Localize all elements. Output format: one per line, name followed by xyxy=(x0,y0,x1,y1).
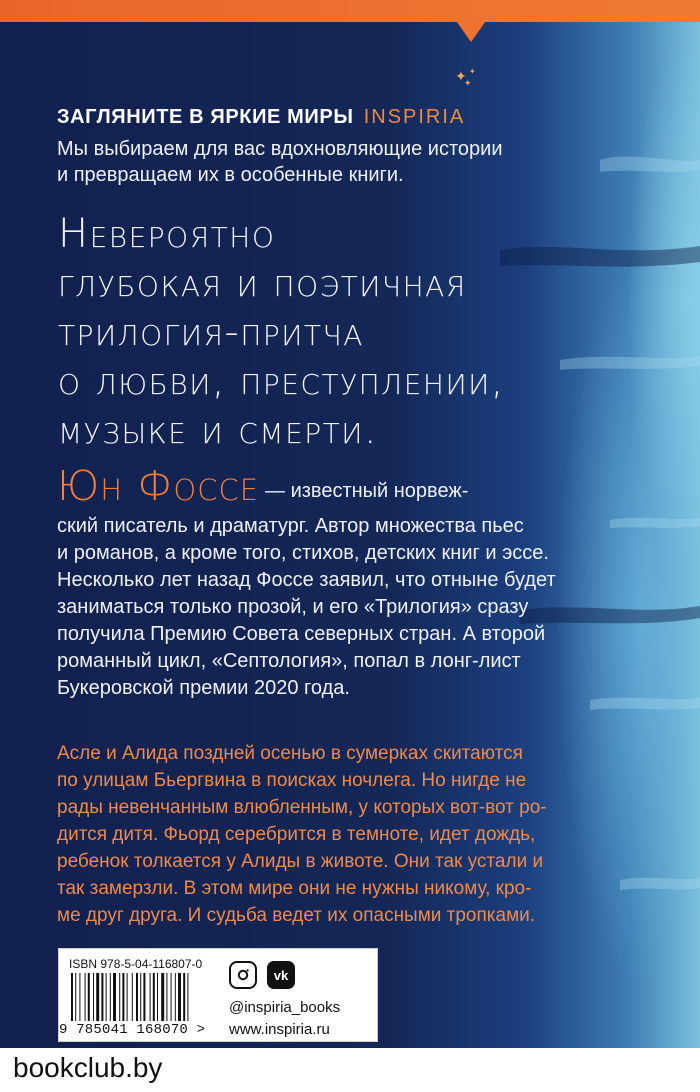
footer xyxy=(0,1048,700,1092)
bio-line: Несколько лет назад Фоссе заявил, что отныне будет xyxy=(57,569,556,591)
tagline-line: музыке и смерти. xyxy=(58,407,379,453)
vk-icon: vk xyxy=(267,961,295,989)
synopsis-line: ребенок толкается у Алиды в животе. Они так устали и xyxy=(57,851,544,872)
heading-text: ЗАГЛЯНИТЕ В ЯРКИЕ МИРЫ xyxy=(57,106,354,128)
sparkle-icon: ✦ xyxy=(469,67,476,76)
author-bio xyxy=(57,464,597,702)
barcode-digits: 9 785041 168070 > xyxy=(59,1022,206,1038)
bio-line xyxy=(57,464,597,513)
sparkle-icon: ✦ xyxy=(455,69,467,85)
intro-line: и превращаем их в особенные книги. xyxy=(57,164,404,186)
tagline-line: трилогия-притча xyxy=(58,309,364,355)
bio-line: ский писатель и драматург. Автор множества пьес xyxy=(57,515,524,537)
synopsis xyxy=(57,740,587,929)
tagline-line: глубокая и поэтичная xyxy=(58,260,467,306)
isbn-text: ISBN 978-5-04-116807-0 xyxy=(69,957,203,971)
intro-line: Мы выбираем для вас вдохновляющие истории xyxy=(57,138,503,160)
social-handle: @inspiria_books xyxy=(229,999,341,1016)
author-name: Юн Фоссе xyxy=(57,462,260,510)
synopsis-line: так замерзли. В этом мире они не нужны никому, кро- xyxy=(57,878,532,899)
tagline-line: Невероятно xyxy=(58,211,276,257)
bio-line-text: — известный норвеж- xyxy=(265,480,469,502)
barcode xyxy=(71,973,219,1023)
sparkle-icon: ✦ xyxy=(464,79,472,89)
synopsis-line: дится дитя. Фьорд серебрится в темноте, идет дождь, xyxy=(57,824,536,845)
synopsis-line: Асле и Алида поздней осенью в сумерках скитаются xyxy=(57,743,523,764)
bio-line: заниматься только прозой, и его «Трилогия» сразу xyxy=(57,596,529,618)
isbn-info-box xyxy=(58,948,378,1042)
brand-name: INSPIRIA xyxy=(363,106,466,128)
bio-line: романный цикл, «Септология», попал в лонг-лист xyxy=(57,650,521,672)
synopsis-line: рады невенчанным влюбленным, у которых вот-вот ро- xyxy=(57,797,547,818)
bio-line: Букеровской премии 2020 года. xyxy=(57,677,350,699)
instagram-icon xyxy=(229,961,257,989)
social-icons xyxy=(229,961,295,989)
heading xyxy=(57,106,517,129)
intro-text xyxy=(57,136,577,188)
tagline-line: о любви, преступлении, xyxy=(58,358,505,404)
bio-line: получила Премию Совета северных стран. А второй xyxy=(57,623,546,645)
website: www.inspiria.ru xyxy=(229,1021,330,1038)
bio-line: и романов, а кроме того, стихов, детских книг и эссе. xyxy=(57,542,549,564)
tagline xyxy=(58,210,618,455)
watermark-text: bookclub.by xyxy=(13,1052,163,1083)
synopsis-line: ме друг друга. И судьба ведет их опасными тропками. xyxy=(57,905,536,926)
synopsis-line: по улицам Бьергвина в поисках ночлега. Но нигде не xyxy=(57,770,527,791)
